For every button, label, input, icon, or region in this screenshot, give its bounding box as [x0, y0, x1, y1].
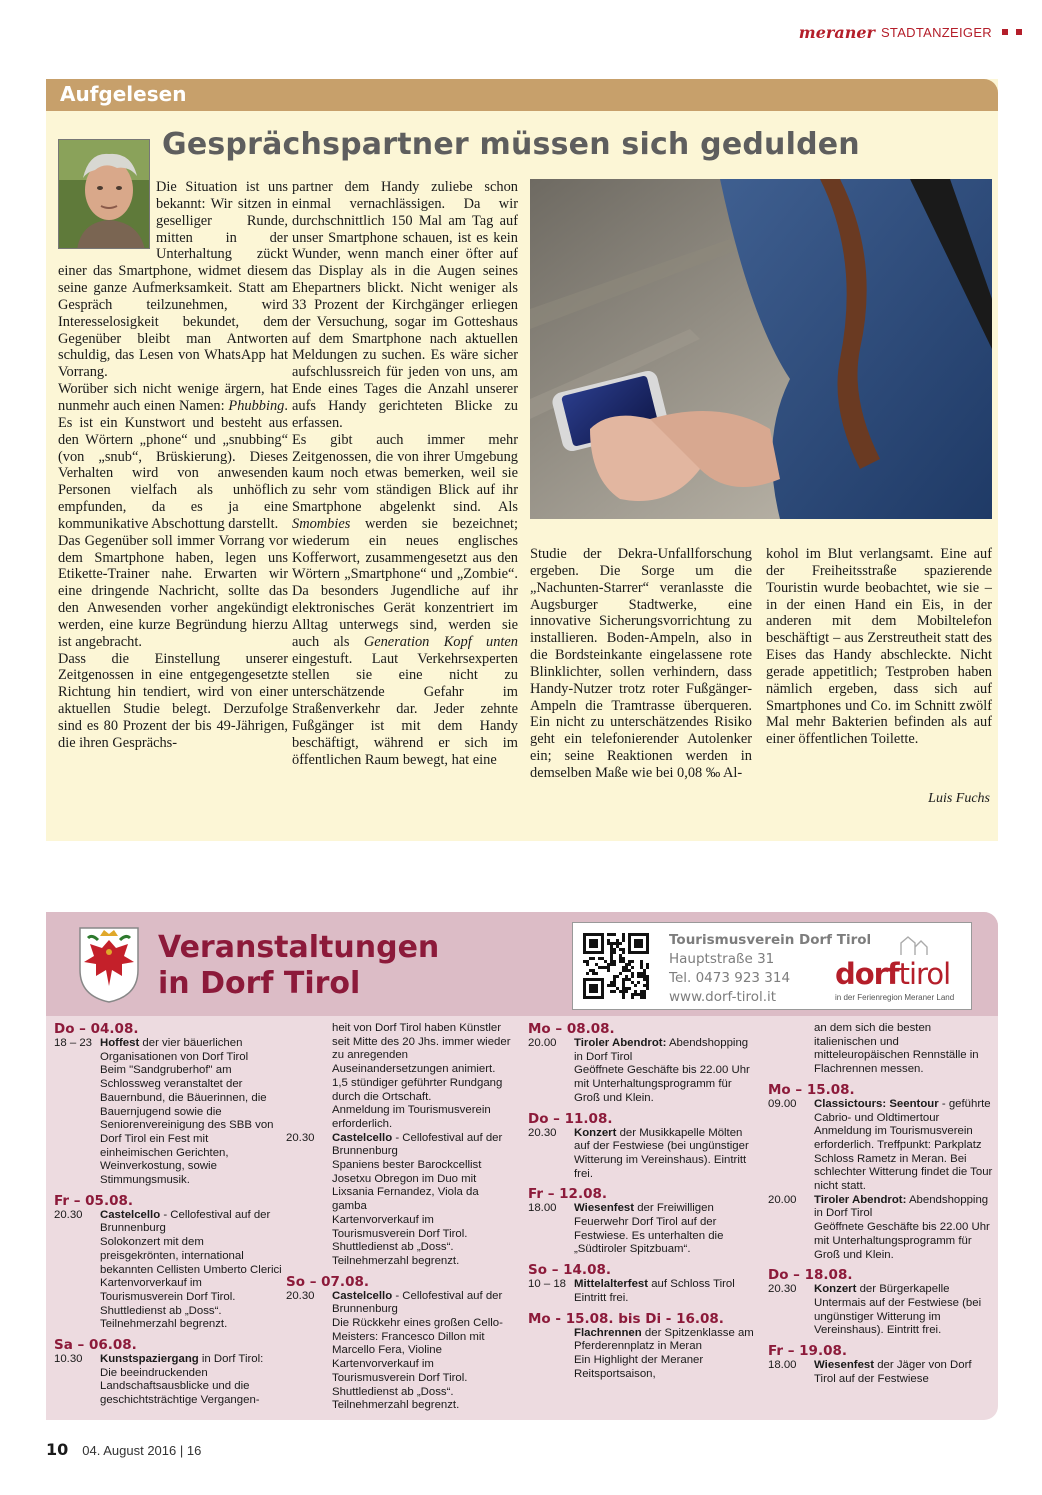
event-title: Castelcello [332, 1289, 393, 1302]
event-day-heading: Do – 04.08. [54, 1021, 139, 1037]
article-paragraph: Worüber sich nicht wenige ärgern, hat nunmehr auch einen Namen: Phubbing. Es ist ein Kunstwort und besteht aus den Wörtern „phone“ und „snubbing“ (von „snub“, Brüskierung). Dieses Verhalten wird von anwesenden Personen vielfach als unhöflich empfunden, da es ja eine kommunikative Abschottung darstellt. [58, 381, 288, 532]
article-column-2 [292, 179, 518, 819]
house-outline-icon [899, 933, 929, 957]
event-item [528, 1278, 756, 1305]
events-column-2 [286, 1022, 514, 1413]
event-time: 18.00 [768, 1359, 797, 1372]
event-title: Castelcello [100, 1208, 161, 1221]
event-day-heading: Fr – 12.08. [528, 1186, 607, 1203]
event-description: Castelcello - Cellofestival auf der Brunnenburg Solokonzert mit dem preisgekrönten, international bekannten Cellisten Umberto Clerici Kartenvorverkauf im Tourismusverein Dorf Tirol. Shuttledienst ab „Doss“. Teilnehmerzahl begrenzt. [100, 1208, 282, 1331]
event-title: Tiroler Abendrot: [574, 1037, 667, 1049]
article-box [46, 79, 998, 841]
article-column-4 [766, 546, 992, 826]
article-paragraph: Es gibt auch immer mehr Zeitgenossen, die von ihrer Umgebung kaum noch etwas bemerken, weil sie zu sehr vom ständigen Blick auf ihr Smartphone abgelenkt sind. Als Smombies werden sie bezeichnet; wiederum ein neues englisches Kofferwort, zusammengesetzt aus den Wörtern „Smartphone“ und „Zombie“. Da besonders Jugendliche auf ihr elektronisches Gerät konzentriert im Alltag unterwegs sind, werden sie auch als Generation Kopf unten eingestuft. Laut Verkehrsexperten stellen sie eine nicht zu unterschätzende Gefahr im Straßenverkehr dar. Jeder zehnte Fußgänger ist mit dem Handy beschäftigt, während er sich im öffentlichen Raum bewegt, hat eine [292, 431, 518, 768]
article-column-1 [58, 179, 288, 819]
event-description: Flachrennen der Spitzenklasse am Pferderennplatz in Meran Ein Highlight der Meraner Reitsportsaison, [574, 1326, 754, 1380]
term-smombies: Smombies [292, 515, 351, 532]
event-item [54, 1037, 282, 1188]
event-title: Konzert [574, 1126, 617, 1139]
event-item [286, 1132, 514, 1269]
event-title: Kunstspaziergang [100, 1353, 199, 1366]
tourism-info-box [572, 922, 972, 1010]
event-item [528, 1202, 756, 1257]
event-item [768, 1283, 996, 1338]
event-time: 20.30 [528, 1126, 557, 1139]
events-column-4 [768, 1022, 996, 1386]
event-description: Hoffest der vier bäuerlichen Organisationen von Dorf Tirol Beim "Sandgruberhof" am Schlossweg veranstaltet der Bauernbund, die Bäuerinnen, die Bauernjugend sowie die Seniorenvereinigung des SBB von Dorf Tirol ein Fest mit einheimischen Gerichten, Weinverkostung, sowie Stimmungsmusik. [100, 1037, 274, 1187]
article-paragraph: kohol im Blut verlangsamt. Eine auf der Freiheitsstraße spazierende Touristin wurde beobachtet, wie sie – in der einen Hand ein Eis, in der anderen mit dem Mobiltelefon beschäftigt – aus Zerstreutheit statt des Eises das Handy abschleckte. Nicht gerade appetitlich; Testproben haben nämlich ergeben, dass sich auf Smartphones und Co. im Schnitt zwölf Mal mehr Bakterien befinden als auf einer öffentlichen Toilette. [766, 546, 992, 748]
section-bar [46, 79, 998, 111]
tourism-web[interactable]: www.dorf-tirol.it [669, 989, 777, 1005]
article-column-3 [530, 546, 752, 826]
masthead-subtitle: STADTANZEIGER [880, 24, 992, 40]
event-item [768, 1194, 996, 1263]
page-footer [46, 1440, 201, 1460]
event-item [286, 1022, 514, 1132]
term-phubbing: Phubbing [228, 397, 285, 414]
events-header [46, 912, 998, 1016]
event-time [528, 1327, 574, 1382]
event-day-heading: Fr – 19.08. [768, 1343, 847, 1360]
event-item [286, 1290, 514, 1413]
logo-tagline: in der Ferienregion Meraner Land [835, 993, 955, 1002]
event-description: Classictours: Seentour - geführte Cabrio- und Oldtimertour Anmeldung im Tourismusverein erforderlich. Treffpunkt: Parkplatz Schloss Rametz in Meran. Bei schlechter Witterung findet die Tour nicht statt. [814, 1097, 993, 1193]
event-item [768, 1022, 996, 1077]
event-description: Castelcello - Cellofestival auf der Brunnenburg Die Rückkehr eines großen Cello-Meisters: Francesco Dillon mit Marcello Fera, Violine Kartenvorverkauf im Tourismusverein Dorf Tirol. Shuttledienst ab „Doss“. Teilnehmerzahl begrenzt. [332, 1289, 503, 1412]
tourism-name: Tourismusverein Dorf Tirol [669, 932, 872, 948]
event-time [286, 1022, 332, 1132]
article-paragraph: Dass die Einstellung unserer Zeitgenossen in eine entgegengesetzte Richtung hin tendiert, wird von einer aktuellen Studie belegt. Derzufolge sind es 80 Prozent der bis 49-Jährigen, die ihren Gesprächs- [58, 650, 288, 751]
event-description: Kunstspaziergang in Dorf Tirol: Die beeindruckenden Landschaftsausblicke und die geschichtsträchtige Vergangen- [100, 1353, 264, 1407]
issue-date: 04. August 2016 | 16 [82, 1443, 202, 1458]
event-time: 18 – 23 [54, 1037, 93, 1049]
event-time: 20.00 [528, 1037, 557, 1049]
event-description: Konzert der Bürgerkapelle Untermais auf der Festwiese (bei ungünstiger Witterung im Vereinshaus). Eintritt frei. [814, 1283, 982, 1337]
article-photo [530, 179, 992, 519]
event-time: 20.00 [768, 1193, 797, 1206]
events-column-3 [528, 1022, 756, 1381]
event-day-heading: Sa – 06.08. [54, 1337, 137, 1354]
event-item [768, 1359, 996, 1386]
event-time: 10.30 [54, 1353, 83, 1366]
event-item [528, 1127, 756, 1182]
term-generation: Generation Kopf unten [363, 633, 518, 650]
event-item [528, 1327, 756, 1382]
masthead-square-icon [1016, 29, 1022, 35]
tourism-phone: Tel. 0473 923 314 [669, 970, 791, 986]
article-paragraph: Die Situation ist uns bekannt: Wir sitzen in geselliger Runde, mitten in der Unterhaltung zückt einer das Smartphone, widmet diesem seine ganze Aufmerksamkeit. Statt am Gespräch teilzunehmen, wird Interesselosigkeit bekundet, dem Gegenüber bleibt man Antworten schuldig, das Lesen von WhatsApp hat Vorrang. [58, 179, 288, 381]
event-time: 20.30 [54, 1208, 83, 1221]
events-title: Veranstaltungen in Dorf Tirol [158, 930, 440, 1001]
masthead-brand: meraner [798, 22, 875, 42]
event-description: Wiesenfest der Freiwilligen Feuerwehr Dorf Tirol auf der Festwiese. Es unterhalten die „Südtiroler Spitzbuam“. [574, 1202, 724, 1256]
event-time: 18.00 [528, 1202, 557, 1215]
event-item [768, 1098, 996, 1194]
event-day-heading: Mo – 15.08. [768, 1081, 855, 1098]
article-byline: Luis Fuchs [928, 791, 990, 806]
event-day-heading: Do – 18.08. [768, 1267, 853, 1284]
article-paragraph: Das Gegenüber soll immer Vorrang vor dem Smartphone haben, legen uns Etikette-Trainer nahe. Erwarten wir eine dringende Nachricht, sollte das den Anwesenden vorher angekündigt werden, eine kurze Begründung hierzu ist angebracht. [58, 532, 288, 650]
masthead-square-icon [1002, 29, 1008, 35]
event-item [528, 1037, 756, 1106]
event-description: heit von Dorf Tirol haben Künstler seit Mitte des 20 Jhs. immer wieder zu anregenden Auseinandersetzungen animiert. 1,5 stündiger geführter Rundgang durch die Ortschaft. Anmeldung im Tourismusverein erforderlich. [332, 1022, 511, 1130]
article-paragraph: partner dem Handy zuliebe schon einmal vernachlässigen. Da wir durchschnittlich 150 Mal am Tag auf unser Smartphone schauen, ist es kein Wunder, wenn manch einer öfter auf das Display als in die Augen seines Ehepartners blickt. Nicht weniger als 33 Prozent der Kirchgänger erliegen der Versuchung, sogar im Gotteshaus auf dem Smartphone nach aktuellen Meldungen zu suchen. Es wäre sicher aufschlussreich für jeden von uns, am Ende eines Tages die Anzahl unserer aufs Handy gerichteten Blicke zu erfassen. [292, 179, 518, 431]
event-day-heading: Do – 11.08. [528, 1110, 613, 1127]
event-description: Mittelalterfest auf Schloss Tirol Eintritt frei. [574, 1278, 735, 1304]
masthead [799, 20, 1022, 44]
event-title: Mittelalterfest [574, 1278, 649, 1291]
event-title: Wiesenfest [814, 1359, 875, 1372]
event-title: Konzert [814, 1283, 857, 1296]
event-time: 10 – 18 [528, 1278, 567, 1291]
event-description: Wiesenfest der Jäger von Dorf Tirol auf der Festwiese [814, 1359, 972, 1385]
event-title: Hoffest [100, 1037, 140, 1049]
event-day-heading: Mo – 08.08. [528, 1021, 615, 1037]
event-day-heading: So – 07.08. [286, 1273, 369, 1290]
coat-of-arms-icon [78, 926, 140, 1004]
article-paragraph: Studie der Dekra-Unfallforschung ergeben. Die Sorge um die „Nachunten-Starrer“ veranlasste die Augsburger Stadtwerke, eine innovative Sicherungsvorrichtung zu installieren. Boden-Ampeln, also in die Bordsteinkante eingelassene rote Blinklichter, sollen verhindern, dass Handy-Nutzer trotz roter Fußgänger-Ampeln die Tramtrasse überqueren. Ein nicht zu unterschätzendes Risiko geht ein telefonierender Autolenker ein; seine Reaktionen werden in demselben Maße wie bei 0,08 ‰ Al- [530, 546, 752, 781]
event-description: Tiroler Abendrot: Abendshopping in Dorf Tirol Geöffnete Geschäfte bis 22.00 Uhr mit Unterhaltungsprogramm für Groß und Klein. [814, 1193, 990, 1261]
event-time: 09.00 [768, 1097, 797, 1110]
event-time [768, 1022, 814, 1077]
event-time: 20.30 [286, 1289, 315, 1302]
tourism-street: Hauptstraße 31 [669, 951, 775, 967]
event-description: an dem sich die besten italienischen und mitteleuropäischen Rennställe in Flachrennen messen. [814, 1022, 979, 1076]
event-description: Konzert der Musikkapelle Mölten auf der Festwiese (bei ungünstiger Witterung im Vereinshaus). Eintritt frei. [574, 1126, 749, 1180]
events-column-1 [54, 1022, 282, 1408]
event-title: Wiesenfest [574, 1202, 635, 1215]
event-title: Flachrennen [574, 1326, 642, 1339]
event-title: Castelcello [332, 1131, 393, 1144]
event-day-heading: Mo - 15.08. bis Di - 16.08. [528, 1310, 724, 1327]
event-day-heading: So – 14.08. [528, 1262, 611, 1279]
event-description: Castelcello - Cellofestival auf der Brunnenburg Spaniens bester Barockcellist Josetxu Obregon im Duo mit Lixsania Fernandez, Viola da gamba Kartenvorverkauf im Tourismusverein Dorf Tirol. Shuttledienst ab „Doss“. Teilnehmerzahl begrenzt. [332, 1131, 503, 1267]
event-day-heading: Fr – 05.08. [54, 1192, 133, 1209]
section-label: Aufgelesen [60, 82, 187, 106]
dorftirol-logo: dorftirol [835, 957, 951, 991]
event-title: Classictours: Seentour [814, 1097, 939, 1110]
event-time: 20.30 [768, 1283, 797, 1296]
qr-code-icon[interactable] [583, 933, 649, 999]
article-headline: Gesprächspartner müssen sich gedulden [162, 127, 860, 162]
event-title: Tiroler Abendrot: [814, 1193, 907, 1206]
event-item [54, 1209, 282, 1332]
page-number: 10 [46, 1440, 69, 1459]
events-box [46, 912, 998, 1420]
event-item [54, 1353, 282, 1408]
event-time: 20.30 [286, 1131, 315, 1144]
event-description: Tiroler Abendrot: Abendshopping in Dorf Tirol Geöffnete Geschäfte bis 22.00 Uhr mit Unterhaltungsprogramm für Groß und Klein. [574, 1037, 750, 1104]
